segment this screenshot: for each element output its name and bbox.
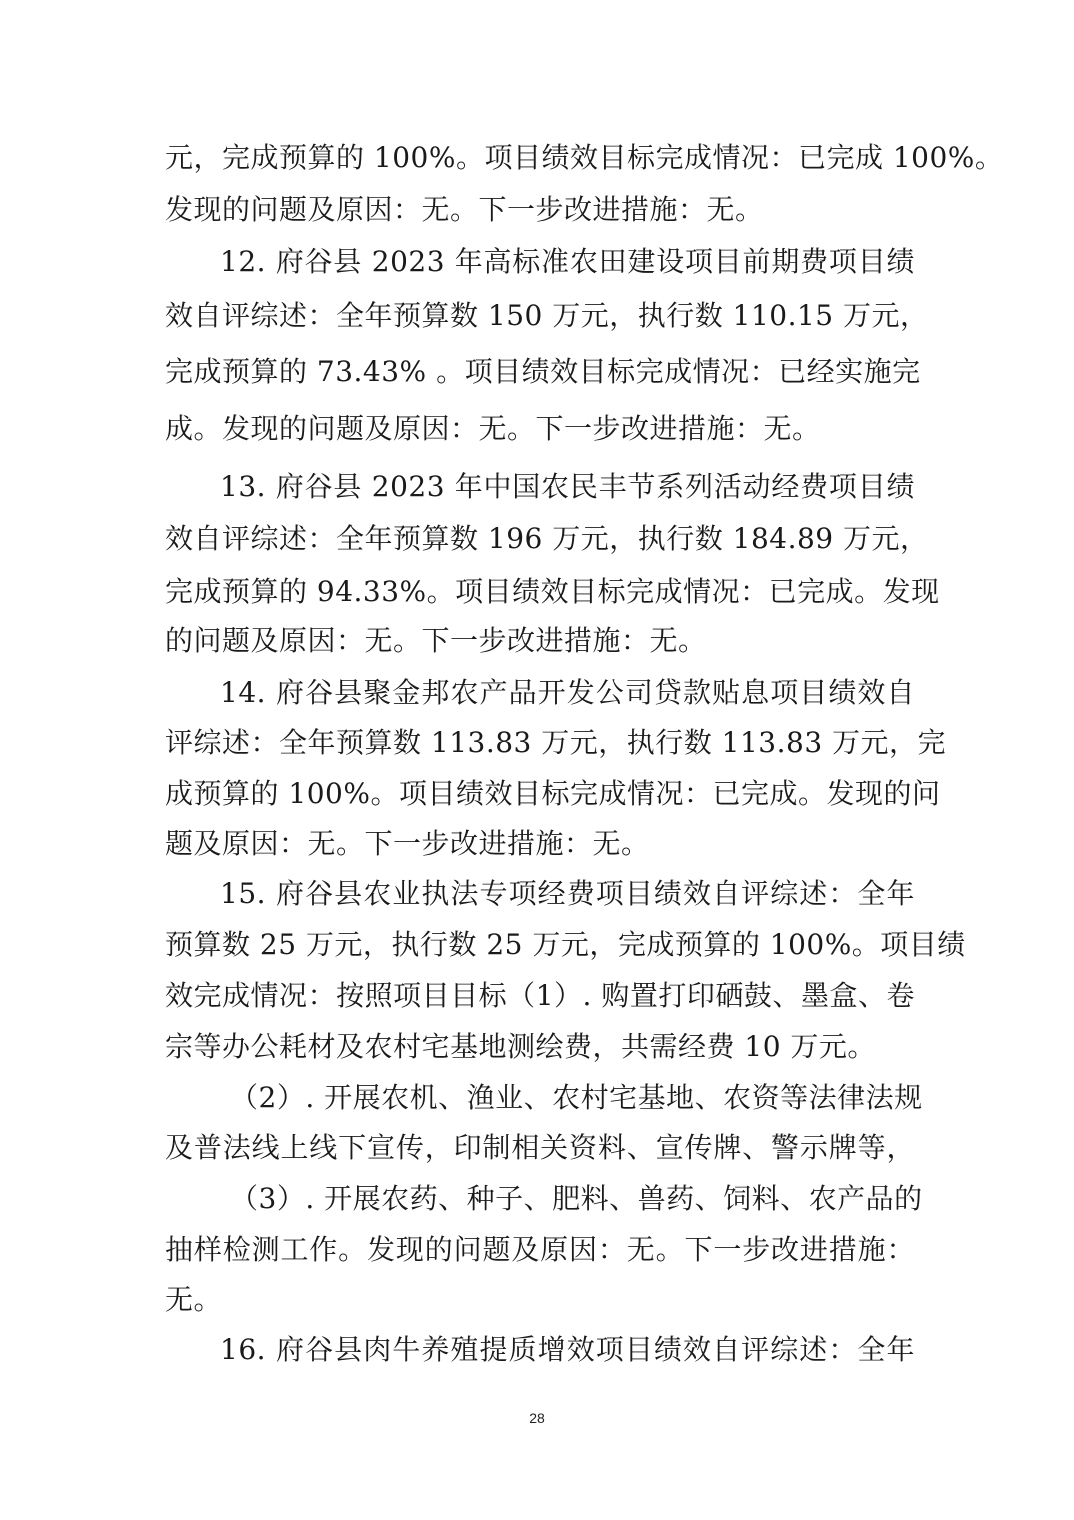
- text-line: 题及原因：无。下一步改进措施：无。: [165, 827, 650, 860]
- text-line: 元，完成预算的 100%。项目绩效目标完成情况：已完成 100%。: [165, 141, 1004, 174]
- text-line: 完成预算的 73.43% 。项目绩效目标完成情况：已经实施完: [165, 355, 921, 388]
- text-line: 抽样检测工作。发现的问题及原因：无。下一步改进措施：: [165, 1233, 915, 1266]
- paragraph-15-heading: 15. 府谷县农业执法专项经费项目绩效自评综述：全年: [220, 877, 915, 910]
- paragraph-13-heading: 13. 府谷县 2023 年中国农民丰节系列活动经费项目绩: [220, 470, 915, 503]
- text-line: 评综述：全年预算数 113.83 万元，执行数 113.83 万元，完: [165, 726, 947, 759]
- list-item-3: （3）. 开展农药、种子、肥料、兽药、饲料、农产品的: [230, 1182, 923, 1215]
- text-line: 完成预算的 94.33%。项目绩效目标完成情况：已完成。发现: [165, 575, 940, 608]
- paragraph-12-heading: 12. 府谷县 2023 年高标准农田建设项目前期费项目绩: [220, 245, 915, 278]
- list-item-2: （2）. 开展农机、渔业、农村宅基地、农资等法律法规: [230, 1081, 923, 1114]
- paragraph-14-heading: 14. 府谷县聚金邦农产品开发公司贷款贴息项目绩效自: [220, 676, 915, 709]
- text-line: 宗等办公耗材及农村宅基地测绘费，共需经费 10 万元。: [165, 1030, 876, 1063]
- text-line: 的问题及原因：无。下一步改进措施：无。: [165, 624, 707, 657]
- text-line: 及普法线上线下宣传，印制相关资料、宣传牌、警示牌等，: [165, 1131, 915, 1164]
- text-line: 效自评综述：全年预算数 196 万元，执行数 184.89 万元，: [165, 522, 929, 555]
- text-line: 无。: [165, 1283, 223, 1316]
- paragraph-16-heading: 16. 府谷县肉牛养殖提质增效项目绩效自评综述：全年: [220, 1333, 915, 1366]
- page-number: 28: [529, 1410, 545, 1426]
- text-line: 发现的问题及原因：无。下一步改进措施：无。: [165, 193, 764, 226]
- text-line: 预算数 25 万元，执行数 25 万元，完成预算的 100%。项目绩: [165, 928, 966, 961]
- text-line: 效自评综述：全年预算数 150 万元，执行数 110.15 万元，: [165, 299, 929, 332]
- text-line: 成预算的 100%。项目绩效目标完成情况：已完成。发现的问: [165, 777, 941, 810]
- text-line: 效完成情况：按照项目目标（1）. 购置打印硒鼓、墨盒、卷: [165, 979, 915, 1012]
- text-line: 成。发现的问题及原因：无。下一步改进措施：无。: [165, 412, 821, 445]
